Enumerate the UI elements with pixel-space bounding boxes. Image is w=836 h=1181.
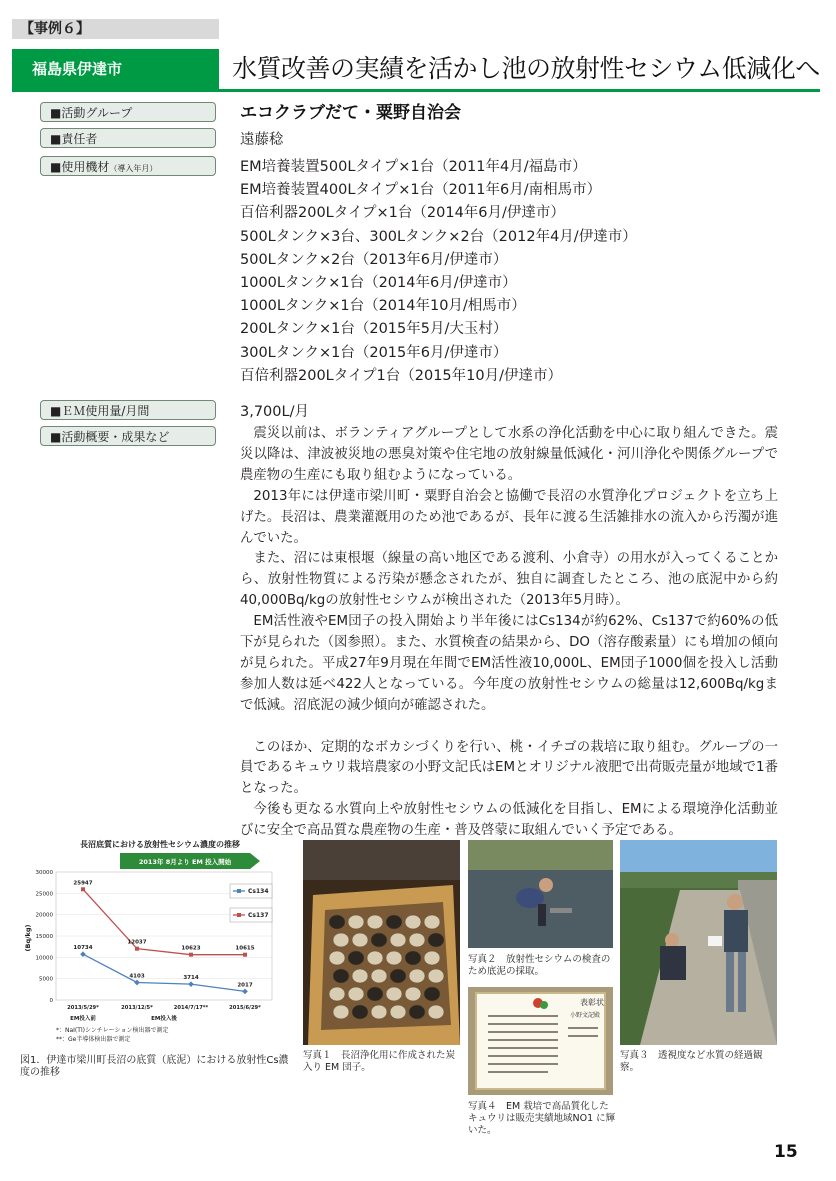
chart-ytick-label: 30000 [35, 870, 53, 876]
tag-responsible: ■責任者 [40, 128, 216, 148]
em-dango-ball [352, 969, 368, 983]
figure1-caption: 図1．伊達市梁川町長沼の底質（底泥）における放射性Cs濃度の推移 [20, 1055, 289, 1078]
summary-paragraph: また、沼には東根堰（線量の高い地区である渡利、小倉寺）の用水が入ってくることから、放射性物質による汚染が懸念されたが、独自に調査したところ、池の底泥中から約40,000Bq/kgの放射性セシウムが検出された（2013年5月時）。 [240, 551, 778, 609]
em-dango-ball [386, 987, 402, 1001]
chart-legend-marker [237, 913, 241, 917]
em-dango-ball [333, 933, 349, 947]
chart-ytick-label: 10000 [35, 955, 53, 962]
em-dango-ball [367, 987, 383, 1001]
responsible-name: 遠藤稔 [240, 132, 284, 148]
em-dango-ball [367, 951, 383, 965]
chart-plot-area [36, 870, 273, 1022]
page-number: 15 [774, 1142, 798, 1162]
em-dango-ball [428, 933, 444, 947]
equipment-item: 百倍利器200Lタイプ×1台（2014年6月/伊達市） [240, 205, 565, 222]
photo-observation [620, 840, 777, 1045]
summary-paragraph: 今後も更なる水質向上や放射性セシウムの低減化を目指し、EMによる環境浄化活動並びに安全で高品質な農産物の生産・普及啓蒙に取組んでいく予定である。 [240, 802, 778, 839]
equipment-item: 500Lタンク×2台（2013年6月/伊達市） [240, 251, 508, 268]
chart-legend-label: Cs134 [248, 888, 269, 895]
chart-data-label: 10734 [73, 945, 93, 952]
summary-paragraph: 2013年には伊達市梁川町・粟野自治会と協働で長沼の水質浄化プロジェクトを立ち上げた。長沼は、農業灌漑用のため池であるが、長年に渡る生活雑排水の流入から汚濁が進んでいた。 [240, 488, 778, 546]
equipment-item: 1000Lタンク×1台（2014年6月/伊達市） [240, 275, 517, 292]
photo3-caption: 写真３ 透視度など水質の経過観察。 [620, 1050, 763, 1073]
chart-data-label: 2017 [237, 982, 253, 989]
photo2-caption: 写真２ 放射性セシウムの検査のため底泥の採取。 [468, 954, 611, 977]
em-dango-ball [424, 987, 440, 1001]
chart-ytick-label: 15000 [35, 934, 53, 940]
chart-ytick-label: 0 [49, 998, 53, 1004]
em-dango-ball [329, 987, 345, 1001]
chart-data-label: 4103 [129, 973, 145, 980]
chart-note: **：Ge半導体検出器で測定 [56, 1036, 131, 1043]
chart-point [135, 947, 139, 951]
chart-legend-label: Cs137 [248, 912, 269, 919]
summary-paragraph: 震災以前は、ボランティアグループとして水系の浄化活動を中心に取り組んできた。震災以降は、津波被災地の悪臭対策や住宅地の放射線量低減化・河川浄化や関係グループで農産物の生産にも取り組むようになっている。 [240, 426, 778, 483]
em-dango-ball [390, 1005, 406, 1019]
equipment-item: 500Lタンク×3台、300Lタンク×2台（2012年4月/伊達市） [240, 228, 637, 245]
title-rule [12, 89, 820, 92]
certificate-heading: 表彰状 [580, 998, 604, 1007]
em-dango-ball [428, 969, 444, 983]
em-dango-ball [386, 951, 402, 965]
chart-ytick-label: 5000 [39, 976, 53, 983]
em-dango-ball [390, 933, 406, 947]
tag-equipment [40, 156, 216, 176]
equipment-item: EM培養装置500Lタイプ×1台（2011年4月/福島市） [240, 159, 587, 175]
em-dango-ball [329, 915, 345, 929]
equipment-list [240, 156, 637, 388]
em-dango-ball [424, 915, 440, 929]
summary-text [240, 424, 778, 842]
chart-banner-text: 2013年 8月より EM 投入開始 [138, 858, 232, 866]
em-dango-ball [390, 969, 406, 983]
em-dango-ball [371, 933, 387, 947]
chart-point [81, 887, 85, 891]
photo-em-dango [303, 840, 460, 1045]
chart-point [243, 953, 247, 957]
em-dango-ball [333, 969, 349, 983]
summary-paragraph: EM活性液やEM団子の投入開始より半年後にはCs134が約62%、Cs137で約60%の低下が見られた（図参照）。また、水質検査の結果から、DO（溶存酸素量）にも増加の傾向が見られた。平成27年9月現在年間でEM活性液10,000L、EM団子1000個を投入し活動参加人数は延べ422人となっている。今年度の放射性セシウムの総量は12,600Bq/kgまで低減。沼底泥の減少傾向が確認された。 [240, 614, 778, 713]
equipment-item: 百倍利器200Lタイプ1台（2015年10月/伊達市） [240, 367, 562, 384]
chart-xtick-label: 2013/12/5* [121, 1005, 153, 1011]
chart-ylabel: (Bq/kg) [24, 924, 32, 952]
chart-title: 長沼底質における放射性セシウム濃度の推移 [80, 840, 240, 849]
tag-equipment-note: （導入年月） [109, 164, 158, 173]
tag-em-usage: ■ＥＭ使用量/月間 [40, 400, 216, 420]
em-dango-ball [371, 1005, 387, 1019]
photo-sampling [468, 840, 613, 948]
chart-ytick-label: 20000 [35, 912, 53, 919]
chart-xtick-label: 2015/6/29* [229, 1005, 261, 1011]
chart-phase-label: EM投入後 [151, 1016, 177, 1022]
tag-summary: ■活動概要・成果など [40, 426, 216, 446]
em-dango-ball [386, 915, 402, 929]
equipment-item: 1000Lタンク×1台（2014年10月/相馬市） [240, 298, 526, 315]
em-dango-ball [348, 951, 364, 965]
tag-group: ■活動グループ [40, 102, 216, 122]
chart-data-label: 12037 [127, 939, 147, 946]
em-dango-ball [405, 987, 421, 1001]
chart-data-label: 3714 [183, 975, 199, 982]
em-dango-ball [409, 1005, 425, 1019]
em-dango-ball [348, 987, 364, 1001]
em-dango-ball [352, 933, 368, 947]
case-label: 【事例６】 [12, 19, 219, 39]
photo4-caption: 写真４ EM 栽培で高品質化したキュウリは販売実績地域NO1 に輝いた。 [468, 1101, 616, 1136]
em-dango-ball [405, 915, 421, 929]
chart-legend-marker [237, 889, 241, 893]
chart-data-label: 10623 [181, 945, 201, 952]
chart-phase-label: EM投入前 [70, 1016, 96, 1022]
em-dango-ball [329, 951, 345, 965]
em-dango-ball [367, 915, 383, 929]
em-dango-ball [352, 1005, 368, 1019]
equipment-item: EM培養装置400Lタイプ×1台（2011年6月/南相馬市） [240, 182, 602, 199]
em-dango-ball [409, 969, 425, 983]
photo-certificate [468, 987, 613, 1095]
summary-paragraph: このほか、定期的なボカシづくりを行い、桃・イチゴの栽培に取り組む。グループの一員であるキュウリ栽培農家の小野文記氏はEMとオリジナル液肥で出荷販売量が地域で1番となった。 [240, 739, 778, 797]
em-dango-ball [333, 1005, 349, 1019]
certificate-name: 小野文記殿 [570, 1012, 601, 1019]
chart-xtick-label: 2014/7/17** [173, 1005, 209, 1011]
em-usage-value: 3,700L/月 [240, 404, 309, 420]
em-dango-ball [409, 933, 425, 947]
cesium-chart [20, 836, 290, 1052]
em-dango-ball [371, 969, 387, 983]
chart-note: *：NaI(Tl)シンチレーション検出器で測定 [56, 1027, 169, 1034]
equipment-item: 200Lタンク×1台（2015年5月/大玉村） [240, 321, 508, 338]
prefecture-label: 福島県伊達市 [12, 49, 219, 89]
em-dango-ball [424, 951, 440, 965]
em-dango-ball [428, 1005, 444, 1019]
chart-point [189, 953, 193, 957]
group-name: エコクラブだて・粟野自治会 [240, 103, 461, 123]
page-title: 水質改善の実績を活かし池の放射性セシウム低減化へ [232, 54, 820, 83]
equipment-item: 300Lタンク×1台（2015年6月/伊達市） [240, 344, 508, 361]
tag-equipment-label: ■使用機材 [50, 160, 110, 174]
chart-data-label: 25947 [73, 880, 93, 887]
chart-ytick-label: 25000 [35, 891, 53, 898]
chart-data-label: 10615 [235, 945, 255, 952]
em-dango-ball [405, 951, 421, 965]
chart-xtick-label: 2013/5/29* [67, 1005, 99, 1011]
em-dango-ball [348, 915, 364, 929]
photo1-caption: 写真１ 長沼浄化用に作成された炭入り EM 団子。 [303, 1050, 456, 1073]
